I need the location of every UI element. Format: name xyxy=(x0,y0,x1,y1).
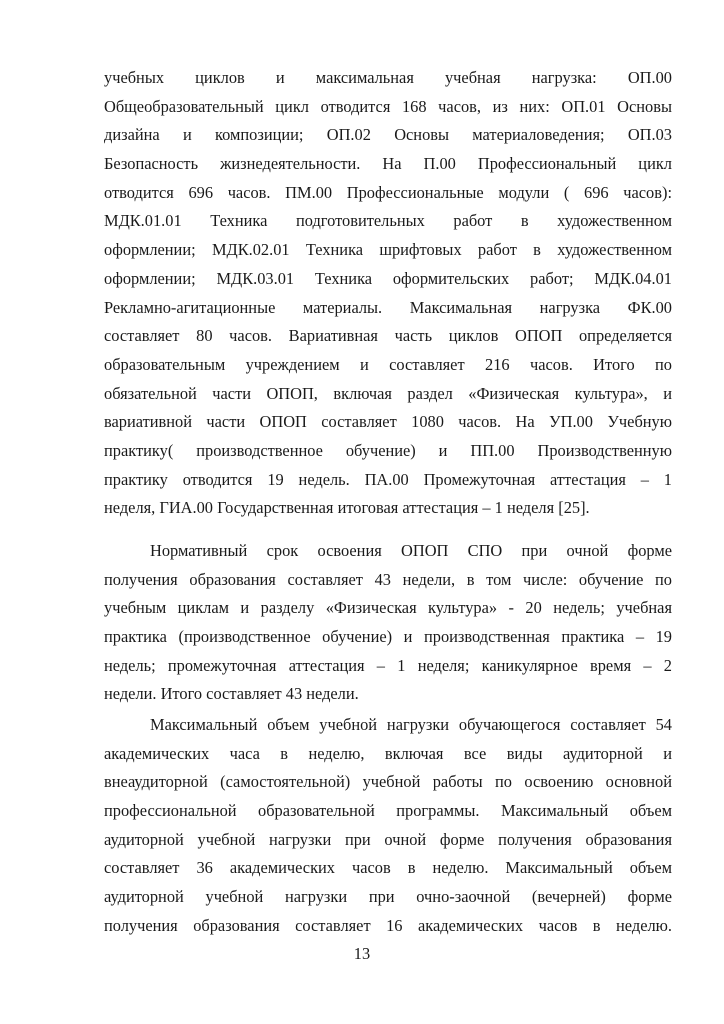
text-line: практику( производственное обучение) и ПП.00 Производственную xyxy=(104,440,672,460)
text-line: оформлении; МДК.03.01 Техника оформительских работ; МДК.04.01 xyxy=(104,268,672,288)
paragraph-curriculum-cycles xyxy=(104,64,672,523)
text-line: отводится 696 часов. ПМ.00 Профессиональные модули ( 696 часов): xyxy=(104,182,672,202)
text-line: МДК.01.01 Техника подготовительных работ в художественном xyxy=(104,211,672,231)
text-line: Безопасность жизнедеятельности. На П.00 Профессиональный цикл xyxy=(104,154,672,174)
text-line: профессиональной образовательной программы. Максимальный объем xyxy=(104,801,672,821)
text-line: недель; промежуточная аттестация – 1 неделя; каникулярное время – 2 xyxy=(104,655,672,675)
text-line: обязательной части ОПОП, включая раздел «Физическая культура», и xyxy=(104,383,672,403)
text-line: получения образования составляет 43 недели, в том числе: обучение по xyxy=(104,569,672,589)
text-line: составляет 80 часов. Вариативная часть циклов ОПОП определяется xyxy=(104,326,672,346)
text-line: дизайна и композиции; ОП.02 Основы материаловедения; ОП.03 xyxy=(104,125,672,145)
text-line: составляет 36 академических часов в неделю. Максимальный объем xyxy=(104,858,672,878)
text-line: академических часа в неделю, включая все виды аудиторной и xyxy=(104,743,672,763)
text-line: аудиторной учебной нагрузки при очной форме получения образования xyxy=(104,829,672,849)
text-line: неделя, ГИА.00 Государственная итоговая аттестация – 1 неделя [25]. xyxy=(104,498,590,518)
paragraph-normative-term xyxy=(104,537,672,709)
text-line: учебных циклов и максимальная учебная нагрузка: ОП.00 xyxy=(104,68,672,87)
text-line: оформлении; МДК.02.01 Техника шрифтовых работ в художественном xyxy=(104,240,672,260)
text-line: практику отводится 19 недель. ПА.00 Промежуточная аттестация – 1 xyxy=(104,469,672,489)
paragraph-max-load xyxy=(104,711,672,941)
text-line: Максимальный объем учебной нагрузки обучающегося составляет 54 xyxy=(150,715,672,734)
text-line: вариативной части ОПОП составляет 1080 часов. На УП.00 Учебную xyxy=(104,412,672,432)
text-line: Общеобразовательный цикл отводится 168 часов, из них: ОП.01 Основы xyxy=(104,96,672,116)
text-line: внеаудиторной (самостоятельной) учебной работы по освоению основной xyxy=(104,772,672,792)
page-number: 13 xyxy=(353,944,371,963)
text-line: практика (производственное обучение) и производственная практика – 19 xyxy=(104,627,672,647)
text-line: аудиторной учебной нагрузки при очно-заочной (вечерней) форме xyxy=(104,887,672,907)
text-line: Нормативный срок освоения ОПОП СПО при очной форме xyxy=(150,541,672,560)
text-line: учебным циклам и разделу «Физическая культура» - 20 недель; учебная xyxy=(104,598,672,618)
text-line: получения образования составляет 16 академических часов в неделю. xyxy=(104,915,672,935)
text-line: недели. Итого составляет 43 недели. xyxy=(104,684,359,704)
text-line: образовательным учреждением и составляет 216 часов. Итого по xyxy=(104,354,672,374)
text-line: Рекламно-агитационные материалы. Максимальная нагрузка ФК.00 xyxy=(104,297,672,317)
